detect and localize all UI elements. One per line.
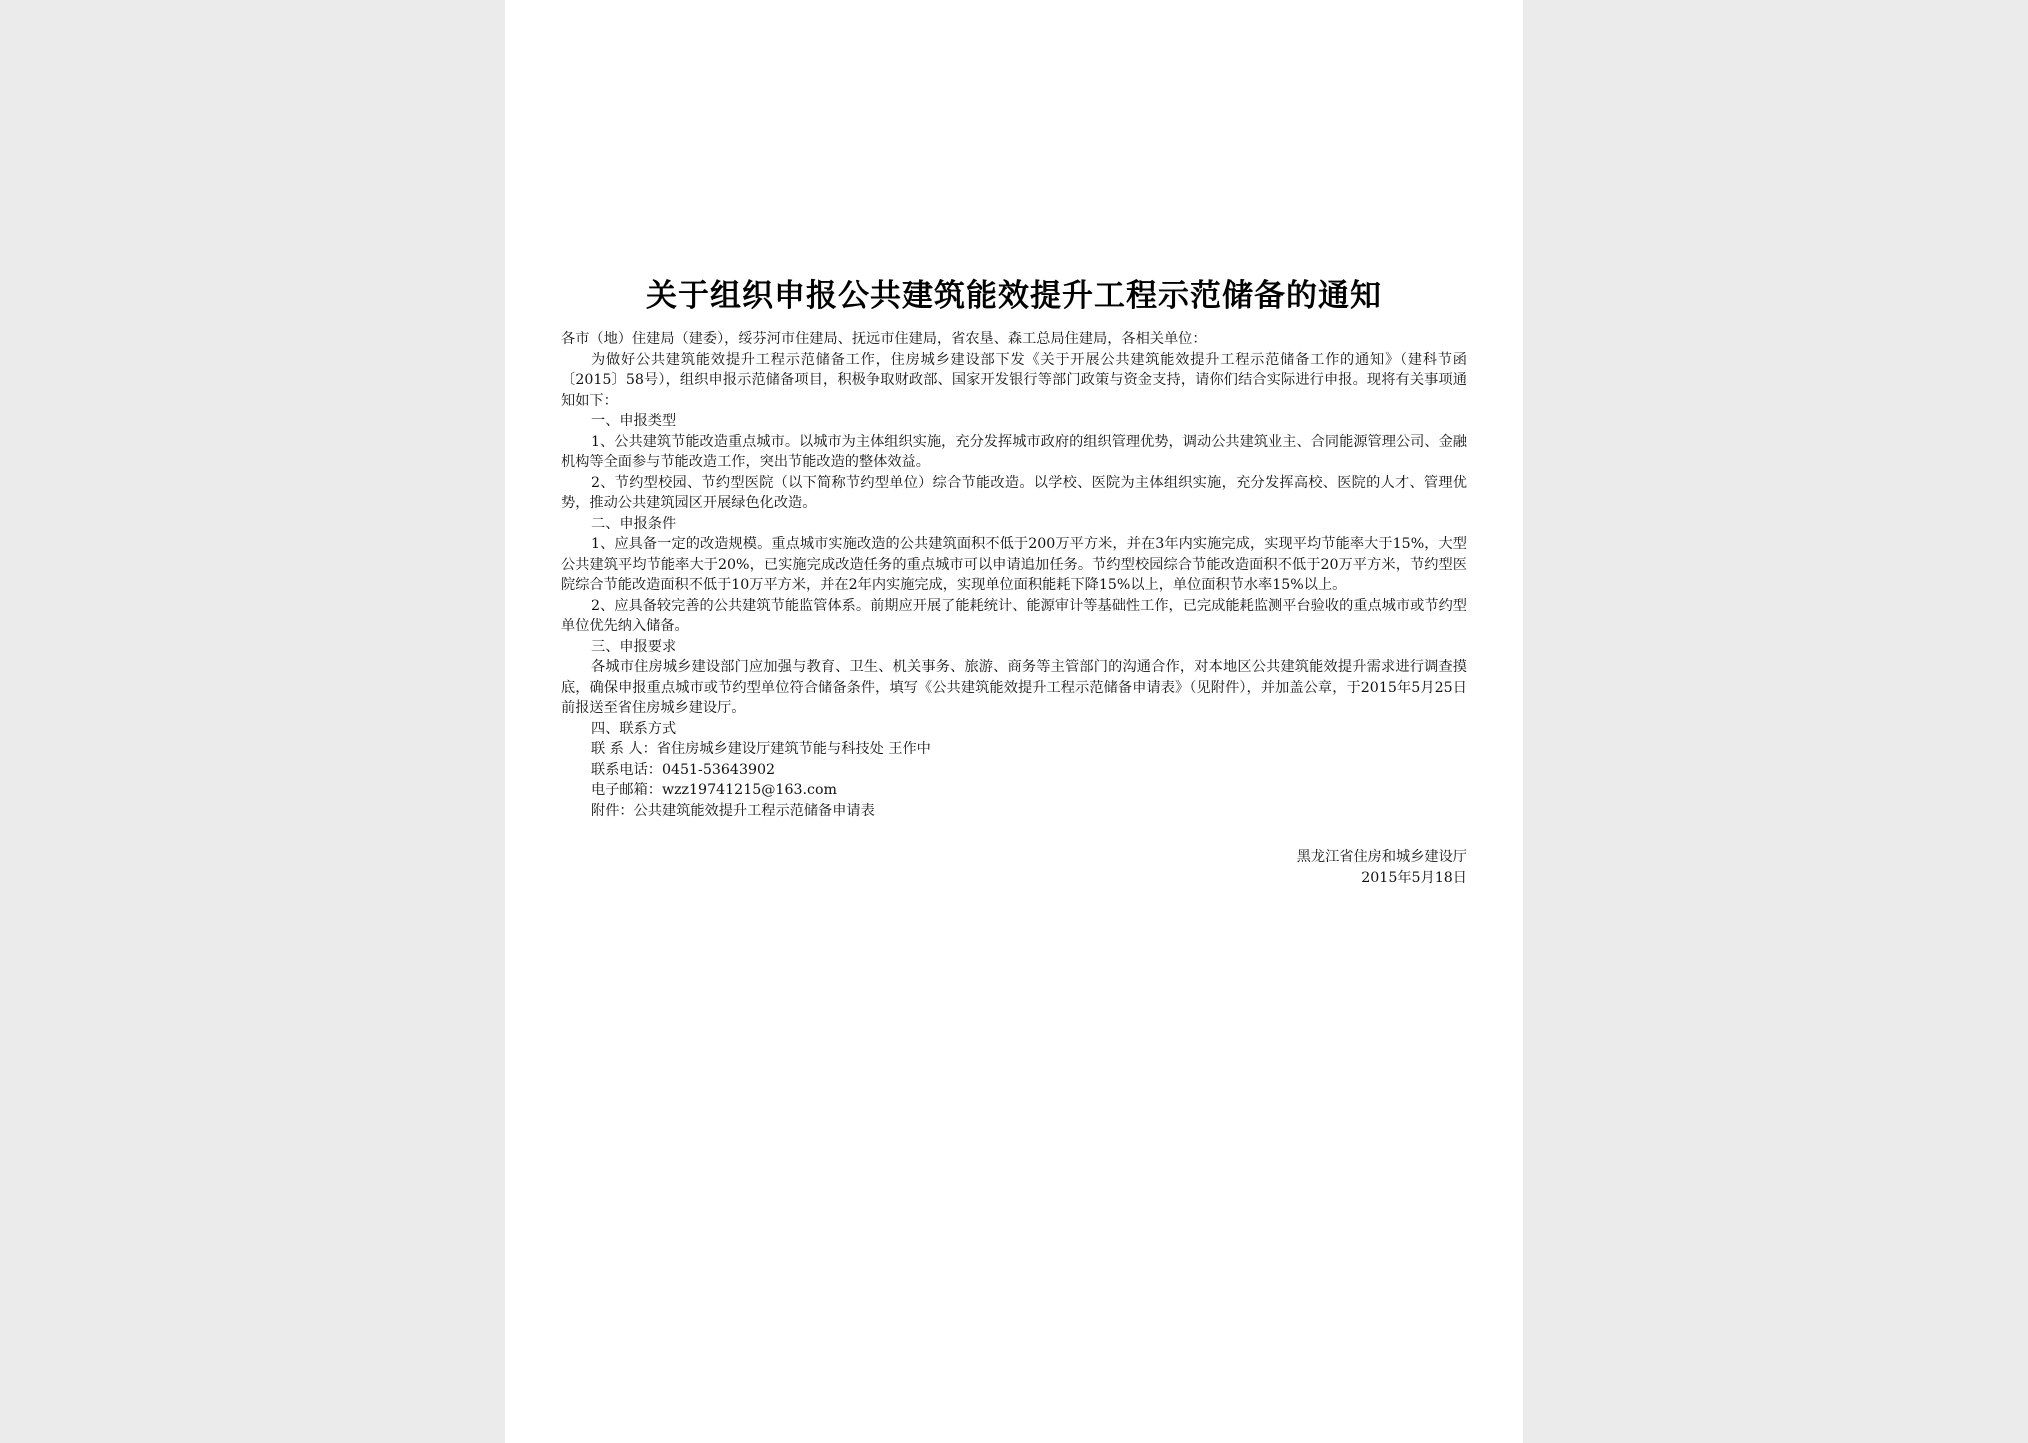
section-2-item-2: 2、应具备较完善的公共建筑节能监管体系。前期应开展了能耗统计、能源审计等基础性工作，已完成能耗监测平台验收的重点城市或节约型单位优先纳入储备。 <box>561 597 1467 634</box>
document-title: 关于组织申报公共建筑能效提升工程示范储备的通知 <box>646 278 1382 314</box>
issuer-name: 黑龙江省住房和城乡建设厅 <box>1296 849 1467 865</box>
section-4-heading: 四、联系方式 <box>591 720 677 737</box>
section-3-text: 各城市住房城乡建设部门应加强与教育、卫生、机关事务、旅游、商务等主管部门的沟通合作，对本地区公共建筑能效提升需求进行调查摸底，确保申报重点城市或节约型单位符合储备条件，填写《公共建筑能效提升工程示范储备申请表》（见附件），并加盖公章，于2015年5月25日前报送至省住房城乡建设厅。 <box>561 659 1467 716</box>
section-1-item-1: 1、公共建筑节能改造重点城市。以城市为主体组织实施，充分发挥城市政府的组织管理优势，调动公共建筑业主、合同能源管理公司、金融机构等全面参与节能改造工作，突出节能改造的整体效益。 <box>561 433 1467 470</box>
intro-paragraph: 为做好公共建筑能效提升工程示范储备工作，住房城乡建设部下发《关于开展公共建筑能效提升工程示范储备工作的通知》（建科节函〔2015〕58号），组织申报示范储备项目，积极争取财政部、国家开发银行等部门政策与资金支持，请你们结合实际进行申报。现将有关事项通知如下： <box>561 351 1467 409</box>
section-2-heading: 二、申报条件 <box>591 515 677 532</box>
document-page <box>505 0 1523 1443</box>
section-3-heading: 三、申报要求 <box>591 638 677 655</box>
section-1-heading: 一、申报类型 <box>591 413 677 429</box>
section-1-item-2: 2、节约型校园、节约型医院（以下简称节约型单位）综合节能改造。以学校、医院为主体组织实施，充分发挥高校、医院的人才、管理优势，推动公共建筑园区开展绿色化改造。 <box>561 474 1467 511</box>
signature-block <box>1105 847 1467 888</box>
attachment-note: 附件：公共建筑能效提升工程示范储备申请表 <box>591 802 875 819</box>
document-body <box>561 329 1467 821</box>
contact-person: 联 系 人：省住房城乡建设厅建筑节能与科技处 王作中 <box>591 741 931 757</box>
section-2-item-1: 1、应具备一定的改造规模。重点城市实施改造的公共建筑面积不低于200万平方米，并在3年内实施完成，实现平均节能率大于15%，大型公共建筑平均节能率大于20%，已实施完成改造任务的重点城市可以申请追加任务。节约型校园综合节能改造面积不低于20万平方米，节约型医院综合节能改造面积不低于10万平方米，并在2年内实施完成，实现单位面积能耗下降15%以上，单位面积节水率15%以上。 <box>561 536 1467 593</box>
salutation: 各市（地）住建局（建委），绥芬河市住建局、抚远市住建局，省农垦、森工总局住建局，各相关单位： <box>561 331 1207 347</box>
issue-date: 2015年5月18日 <box>1361 869 1467 886</box>
contact-email: 电子邮箱：wzz19741215@163.com <box>591 782 837 798</box>
contact-phone: 联系电话：0451-53643902 <box>591 761 776 778</box>
